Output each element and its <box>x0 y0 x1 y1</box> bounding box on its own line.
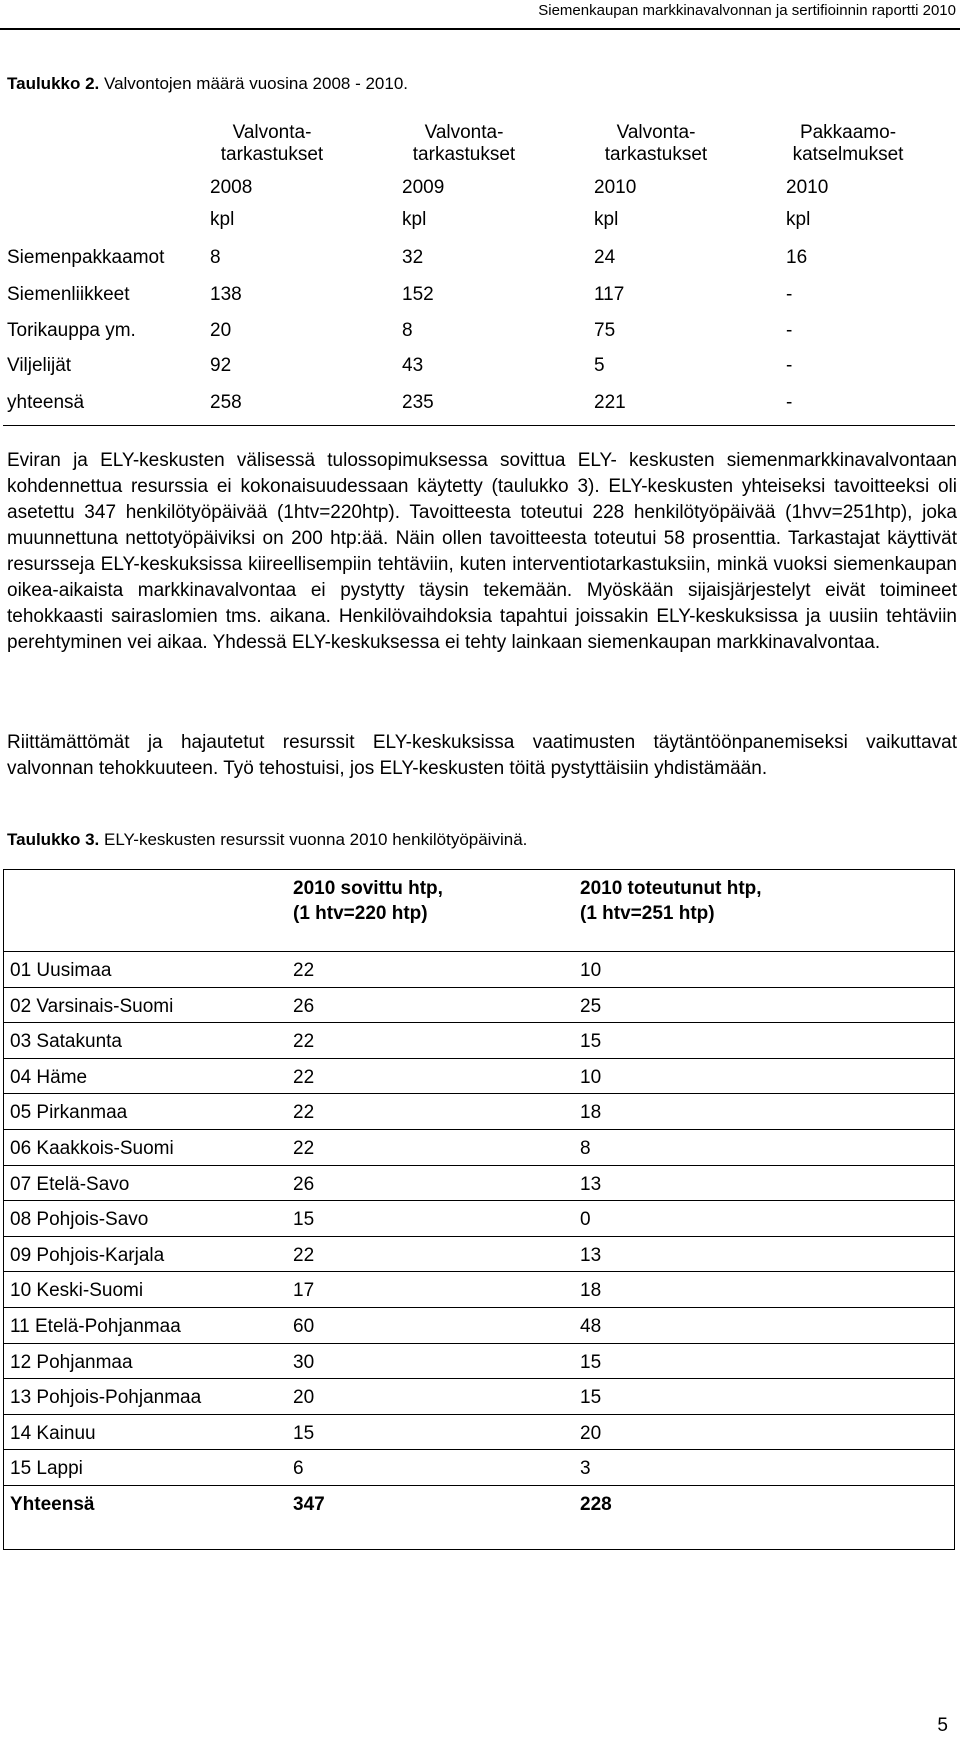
table3-cell-label: 10 Keski-Suomi <box>10 1280 144 1301</box>
table2-cell: 138 <box>210 284 242 305</box>
page-number: 5 <box>937 1715 948 1736</box>
table2-cell: - <box>786 355 793 376</box>
table3-cell-agreed: 15 <box>293 1209 315 1230</box>
table3-row-rule <box>3 1343 955 1344</box>
table3-cell-realized: 18 <box>580 1102 602 1123</box>
table3-row-rule <box>3 1271 955 1272</box>
table2-cell: 258 <box>210 392 242 413</box>
table3-cell-agreed: 17 <box>293 1280 315 1301</box>
table3-row-rule <box>3 1058 955 1059</box>
table3-cell-label: 03 Satakunta <box>10 1031 122 1052</box>
table3-row-rule <box>3 1022 955 1023</box>
table3-cell-realized: 18 <box>580 1280 602 1301</box>
table3-caption-label: Taulukko 3. <box>7 830 100 849</box>
table2-cell: 8 <box>402 320 413 341</box>
table3-row-rule <box>3 1485 955 1486</box>
table2-row-label: yhteensä <box>7 392 85 413</box>
table3-cell-agreed: 22 <box>293 1138 315 1159</box>
table2-row-label: Torikauppa ym. <box>7 320 136 341</box>
table2-cell: 235 <box>402 392 434 413</box>
table3-cell-realized: 20 <box>580 1423 602 1444</box>
table3-row-rule <box>3 1236 955 1237</box>
table2-cell: 43 <box>402 355 424 376</box>
table3-cell-realized: 8 <box>580 1138 591 1159</box>
table2-col-year-4: 2010 <box>786 177 829 198</box>
table3-cell-label: 13 Pohjois-Pohjanmaa <box>10 1387 202 1408</box>
table3-total-label: Yhteensä <box>10 1494 95 1515</box>
table3-cell-agreed: 22 <box>293 1102 315 1123</box>
table3-cell-label: 12 Pohjanmaa <box>10 1352 133 1373</box>
table2-caption <box>7 74 408 94</box>
table3-cell-agreed: 22 <box>293 1031 315 1052</box>
table3-cell-realized: 13 <box>580 1174 602 1195</box>
table3-cell-agreed: 20 <box>293 1387 315 1408</box>
table3-cell-label: 05 Pirkanmaa <box>10 1102 128 1123</box>
table3-row-rule <box>3 1307 955 1308</box>
header-rule <box>0 28 960 30</box>
table2-row-label: Viljelijät <box>7 355 72 376</box>
table3-row-rule <box>3 987 955 988</box>
table3-cell-realized: 10 <box>580 1067 602 1088</box>
table2-col-unit-3: kpl <box>594 209 619 230</box>
table3-cell-agreed: 30 <box>293 1352 315 1373</box>
table3-cell-label: 09 Pohjois-Karjala <box>10 1245 165 1266</box>
table3-row-rule <box>3 1449 955 1450</box>
table3-header-agreed-line1: 2010 sovittu htp, <box>293 878 443 899</box>
table2-col-header-4: Pakkaamo- katselmukset <box>792 122 904 165</box>
table3-row-rule <box>3 1129 955 1130</box>
table3-cell-label: 01 Uusimaa <box>10 960 112 981</box>
table2-col-unit-1: kpl <box>210 209 235 230</box>
table3-cell-agreed: 22 <box>293 1245 315 1266</box>
table3-total-agreed: 347 <box>293 1494 325 1515</box>
table3-cell-realized: 3 <box>580 1458 591 1479</box>
table3-cell-realized: 15 <box>580 1387 602 1408</box>
table3-cell-agreed: 6 <box>293 1458 304 1479</box>
table3-cell-agreed: 26 <box>293 996 315 1017</box>
table3-cell-agreed: 22 <box>293 960 315 981</box>
table2-cell: - <box>786 320 793 341</box>
table3-cell-realized: 15 <box>580 1352 602 1373</box>
table3-cell-label: 04 Häme <box>10 1067 88 1088</box>
table2-col-year-1: 2008 <box>210 177 253 198</box>
table3-cell-label: 11 Etelä-Pohjanmaa <box>10 1316 181 1337</box>
table3-row-rule <box>3 1093 955 1094</box>
table2-cell: 32 <box>402 247 424 268</box>
table2-cell: 24 <box>594 247 616 268</box>
table3-cell-agreed: 22 <box>293 1067 315 1088</box>
paragraph-conclusion: Riittämättömät ja hajautetut resurssit ELY-keskuksissa vaatimusten täytäntöönpanemiseksi vaikuttavat valvonnan tehokkuuteen. Työ tehostuisi, jos ELY-keskusten töitä pystyttäisiin yhdistämään. <box>7 732 957 779</box>
table3-total-realized: 228 <box>580 1494 612 1515</box>
table2-bottom-rule <box>3 425 955 426</box>
table2-cell: 221 <box>594 392 626 413</box>
table2-cell: - <box>786 392 793 413</box>
table2-cell: 5 <box>594 355 605 376</box>
table3-cell-realized: 48 <box>580 1316 602 1337</box>
table3-row-rule <box>3 951 955 952</box>
table2-cell: 75 <box>594 320 616 341</box>
table3-cell-realized: 13 <box>580 1245 602 1266</box>
table2-col-year-2: 2009 <box>402 177 445 198</box>
table2-col-header-1: Valvonta- tarkastukset <box>220 122 324 165</box>
table3-cell-agreed: 60 <box>293 1316 315 1337</box>
table2-cell: 8 <box>210 247 221 268</box>
table2-row-label: Siemenliikkeet <box>7 284 130 305</box>
table2-col-year-3: 2010 <box>594 177 637 198</box>
table3-cell-agreed: 26 <box>293 1174 315 1195</box>
table2-col-header-2: Valvonta- tarkastukset <box>412 122 516 165</box>
table3-cell-label: 15 Lappi <box>10 1458 83 1479</box>
table3-cell-label: 14 Kainuu <box>10 1423 96 1444</box>
table2-cell: 152 <box>402 284 434 305</box>
table3-row-rule <box>3 1414 955 1415</box>
table2-cell: 92 <box>210 355 232 376</box>
table3-cell-label: 08 Pohjois-Savo <box>10 1209 149 1230</box>
table2-col-unit-2: kpl <box>402 209 427 230</box>
table3-cell-realized: 25 <box>580 996 602 1017</box>
table2-caption-text: Valvontojen määrä vuosina 2008 - 2010. <box>104 74 408 93</box>
table3-header-agreed-line2: (1 htv=220 htp) <box>293 903 428 924</box>
table3-cell-label: 06 Kaakkois-Suomi <box>10 1138 174 1159</box>
table3-cell-label: 07 Etelä-Savo <box>10 1174 130 1195</box>
table3-row-rule <box>3 1165 955 1166</box>
table3-cell-realized: 10 <box>580 960 602 981</box>
table2-cell: 20 <box>210 320 232 341</box>
table3-cell-realized: 0 <box>580 1209 591 1230</box>
table3-header-realized-line1: 2010 toteutunut htp, <box>580 878 762 899</box>
table2-cell: - <box>786 284 793 305</box>
table2-cell: 117 <box>594 284 625 305</box>
table2-col-header-3: Valvonta- tarkastukset <box>604 122 708 165</box>
paragraph-resources: Eviran ja ELY-keskusten välisessä tulossopimuksessa sovittua ELY- keskusten siemenmarkkinavalvontaan kohdennettua resurssia ei kokonaisuudessaan käytetty (taulukko 3). ELY-keskusten yhteiseksi tavoitteeksi oli asetettu 347 henkilötyöpäivää (1htv=220htp). Tavoitteesta toteutui 228 henkilötyöpäivää (1hvv=251htp), joka muunnettuna nettotyöpäiviksi on 200 htp:ää. Näin ollen tavoitteesta toteutui 58 prosenttia. Tarkastajat käyttivät resursseja ELY-keskuksissa kiireellisempiin tehtäviin, kuten interventiotarkastuksiin, minkä vuoksi siemenkaupan oikea-aikaista markkinavalvontaa ei pystytty täysin tekemään. Myöskään sijaisjärjestelyt eivät toimineet tehokkaasti sairaslomien tms. aikana. Henkilövaihdoksia tapahtui joissakin ELY-keskuksissa ja uusiin tehtäviin perehtyminen vei aikaa. Yhdessä ELY-keskuksessa ei tehty lainkaan siemenkaupan markkinavalvontaa. <box>7 450 957 653</box>
table3-row-rule <box>3 1200 955 1201</box>
table3-cell-label: 02 Varsinais-Suomi <box>10 996 174 1017</box>
table3-cell-agreed: 15 <box>293 1423 315 1444</box>
table3-header-realized-line2: (1 htv=251 htp) <box>580 903 715 924</box>
table2-caption-label: Taulukko 2. <box>7 74 100 93</box>
table3-caption <box>7 830 527 850</box>
table3-caption-text: ELY-keskusten resurssit vuonna 2010 henkilötyöpäivinä. <box>104 830 528 849</box>
table2-col-unit-4: kpl <box>786 209 811 230</box>
table2-row-label: Siemenpakkaamot <box>7 247 165 268</box>
running-header: Siemenkaupan markkinavalvonnan ja sertifioinnin raportti 2010 <box>538 2 956 19</box>
table2-cell: 16 <box>786 247 808 268</box>
table3-cell-realized: 15 <box>580 1031 602 1052</box>
table3-row-rule <box>3 1378 955 1379</box>
